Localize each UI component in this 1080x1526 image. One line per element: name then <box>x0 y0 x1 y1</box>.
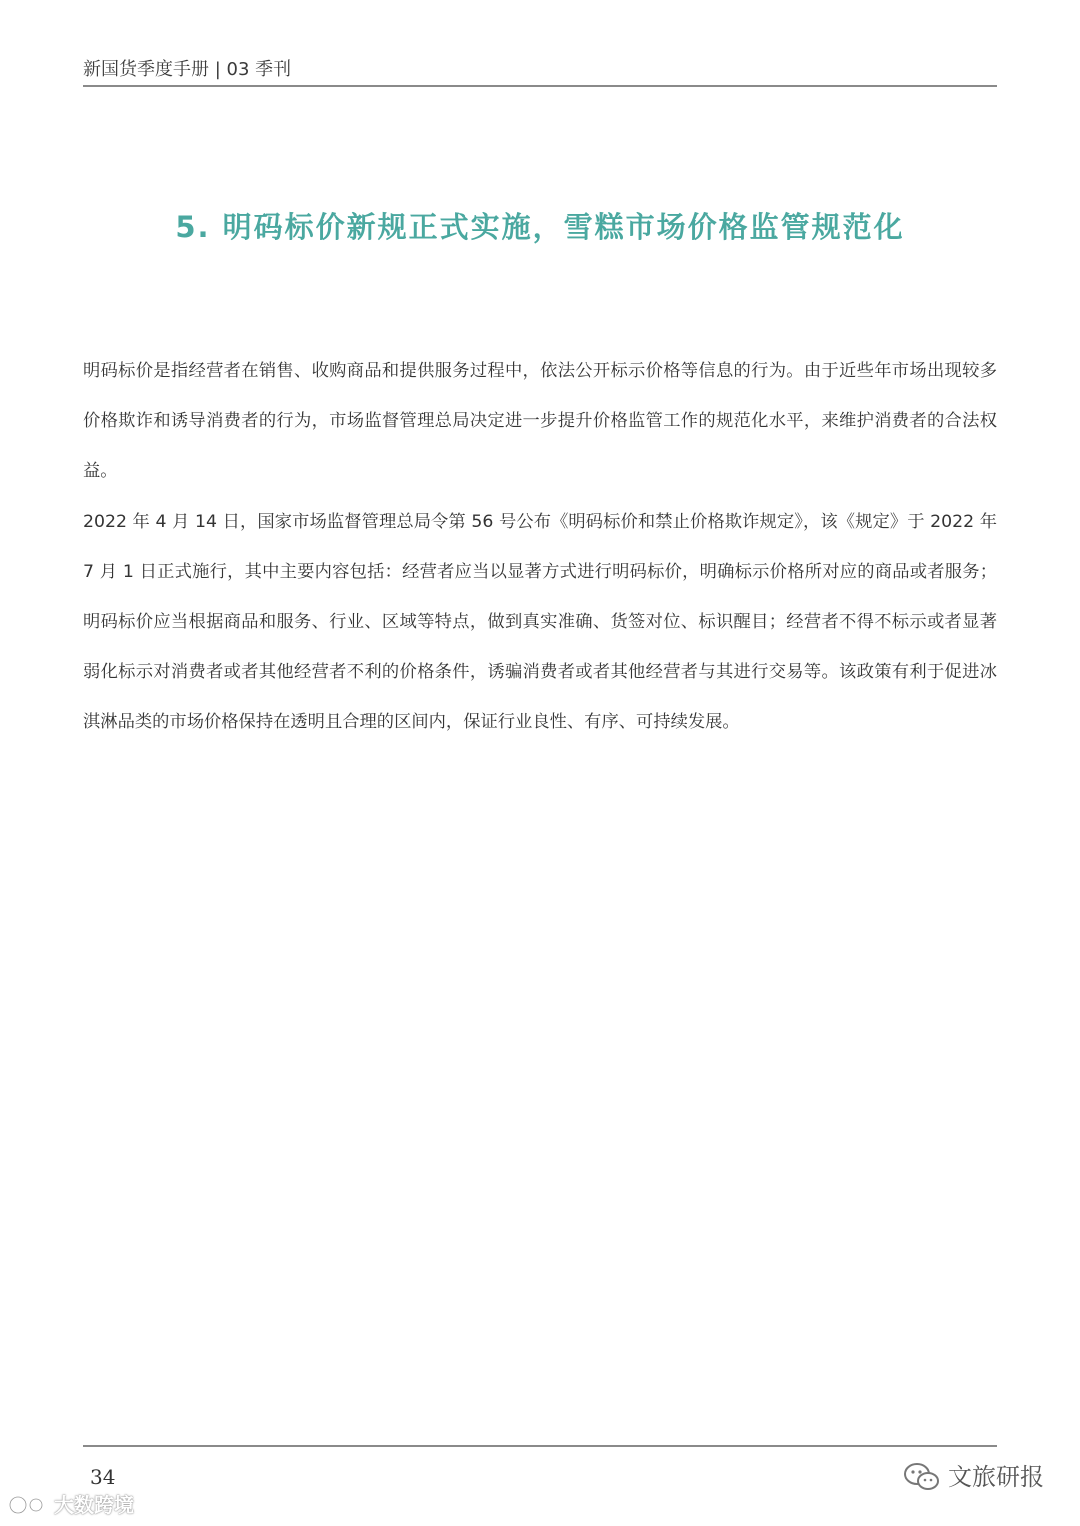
watermark-wechat <box>902 1460 1044 1494</box>
page-header <box>83 58 997 87</box>
watermark-left-label: 大数跨境 <box>54 1493 134 1517</box>
watermark-bigdata <box>8 1491 134 1519</box>
section-title: 5. 明码标价新规正式实施，雪糕市场价格监管规范化 <box>175 210 905 244</box>
wechat-icon <box>902 1461 942 1493</box>
body-text <box>83 346 997 748</box>
bigdata-logo-icon <box>8 1493 50 1517</box>
paragraph: 明码标价是指经营者在销售、收购商品和提供服务过程中，依法公开标示价格等信息的行为。由于近些年市场出现较多价格欺诈和诱导消费者的行为，市场监督管理总局决定进一步提升价格监管工作的规范化水平，来维护消费者的合法权益。 <box>83 361 997 482</box>
header-title: 新国货季度手册 | 03 季刊 <box>83 59 292 80</box>
footer-rule <box>83 1445 997 1447</box>
page-number: 34 <box>90 1465 116 1489</box>
paragraph: 2022 年 4 月 14 日，国家市场监督管理总局令第 56 号公布《明码标价和禁止价格欺诈规定》，该《规定》于 2022 年 7 月 1 日正式施行，其中主要内容包括：经营者应当以显著方式进行明码标价，明确标示价格所对应的商品或者服务；明码标价应当根据商品和服务、行业、区域等特点，做到真实准确、货签对位、标识醒目；经营者不得不标示或者显著弱化标示对消费者或者其他经营者不利的价格条件，诱骗消费者或者其他经营者与其进行交易等。该政策有利于促进冰淇淋品类的市场价格保持在透明且合理的区间内，保证行业良性、有序、可持续发展。 <box>83 511 997 733</box>
watermark-right-label: 文旅研报 <box>948 1463 1044 1491</box>
